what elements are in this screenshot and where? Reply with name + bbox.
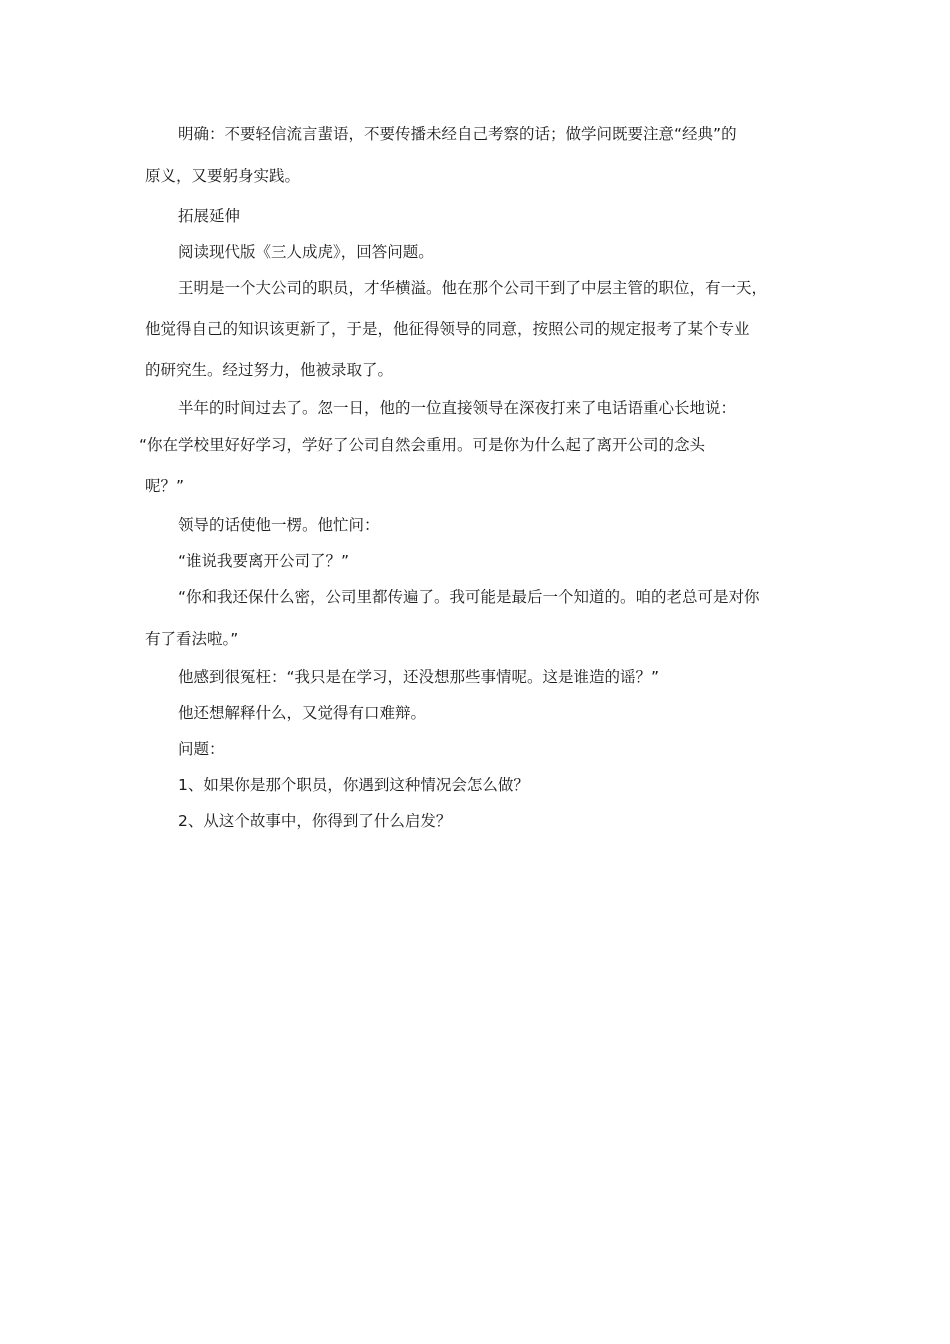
text-line: 他觉得自己的知识该更新了，于是，他征得领导的同意，按照公司的规定报考了某个专业 [145, 320, 750, 338]
text-line: “你在学校里好好学习，学好了公司自然会重用。可是你为什么起了离开公司的念头 [139, 436, 706, 454]
questions-heading: 问题： [178, 740, 225, 758]
text-line: “你和我还保什么密，公司里都传遍了。我可能是最后一个知道的。咱的老总可是对你 [178, 588, 760, 606]
text-line: 明确：不要轻信流言蜚语，不要传播未经自己考察的话；做学问既要注意“经典”的 [178, 125, 737, 143]
text-line: 原义，又要躬身实践。 [145, 167, 301, 185]
story-paragraph: “谁说我要离开公司了？” [178, 552, 350, 570]
text-line: 呢？” [145, 477, 185, 495]
text-line: 的研究生。经过努力，他被录取了。 [145, 361, 394, 379]
text-line: 有了看法啦。” [145, 630, 239, 648]
text-line: 王明是一个大公司的职员，才华横溢。他在那个公司干到了中层主管的职位，有一天， [178, 279, 768, 297]
story-paragraph: 他感到很冤枉：“我只是在学习，还没想那些事情呢。这是谁造的谣？” [178, 668, 660, 686]
story-paragraph: 半年的时间过去了。忽一日，他的一位直接领导在深夜打来了电话语重心长地说： [178, 399, 737, 417]
question-item: 1、如果你是那个职员，你遇到这种情况会怎么做？ [178, 776, 529, 794]
story-paragraph: 领导的话使他一楞。他忙问： [178, 516, 380, 534]
section-heading: 拓展延伸 [178, 207, 241, 225]
story-paragraph: 他还想解释什么，又觉得有口难辩。 [178, 704, 427, 722]
question-item: 2、从这个故事中，你得到了什么启发？ [178, 812, 452, 830]
reading-instruction: 阅读现代版《三人成虎》，回答问题。 [178, 243, 434, 261]
